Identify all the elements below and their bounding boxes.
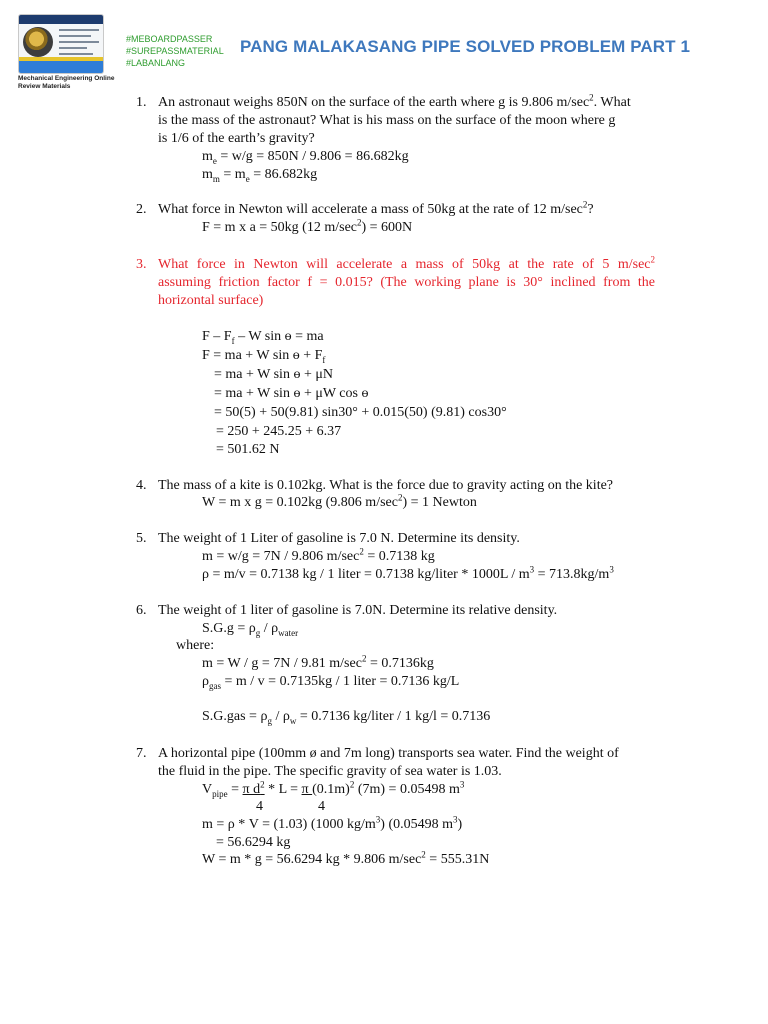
solution-line: F – $F_f$ – W sin ɵ = ma (202, 329, 324, 346)
problem-number: 5. (136, 531, 147, 546)
solution-line: F = ma + W sin ɵ + $F_f$ (202, 348, 326, 365)
problem-text: An astronaut weighs 850N on the surface of the earth where g is 9.806 $m/\sec^2$. What (158, 92, 631, 110)
problem-text: A horizontal pipe (100mm ø and 7m long) transports sea water. Find the weight of (158, 746, 619, 761)
solution-line: = 501.62 N (216, 442, 280, 457)
solution-line: = 56.6294 kg (216, 835, 291, 850)
solution-line: $S.G.gas = \rho_g / \rho_w = 0.7136$ kg/liter / 1 kg/l = 0.7136 (202, 709, 491, 726)
solution-line: = 50(5) + 50(9.81) sin30° + 0.015(50) (9.81) cos30° (214, 405, 507, 420)
solution-line: m = w/g = 7N / 9.806 $m/\sec^2 = 0.7138$ kg (202, 546, 435, 564)
problem-text: is 1/6 of the earth’s gravity? (158, 131, 315, 146)
hashtag: #MEBOARDPASSER (126, 34, 213, 44)
solution-line: $m_e = w/g = 850N / 9.806 = 86.682kg$ (202, 149, 409, 166)
solution-line: = 250 + 245.25 + 6.37 (216, 424, 342, 439)
page-title: PANG MALAKASANG PIPE SOLVED PROBLEM PART 1 (240, 37, 691, 56)
solution-line: $V_{pipe} = \pi$ $d^2 * L = \pi$ $(0.1m)^2$ (7m) = 0.05498 $m^3$ (202, 779, 465, 799)
solution-line: = ma + W sin ɵ + μN (214, 367, 333, 382)
problem-number: 2. (136, 202, 147, 217)
problem-text: The weight of 1 Liter of gasoline is 7.0 N. Determine its density. (158, 531, 520, 546)
fraction-denominator: 4 (318, 799, 325, 814)
problem-number: 7. (136, 746, 147, 761)
problem-number: 4. (136, 478, 147, 493)
logo-caption: Mechanical Engineering Online Review Materials (18, 75, 115, 90)
solution-line: where: (176, 638, 215, 653)
problem-text: The mass of a kite is 0.102kg. What is the force due to gravity acting on the kite? (158, 478, 614, 493)
solution-line: $\rho_{gas} = m / v = 0.7135kg / 1$ liter = 0.7136 kg/L (202, 674, 460, 691)
problem-number: 1. (136, 95, 147, 110)
solution-line: W = m x g = 0.102kg (9.806 $m/\sec^2) = 1$ Newton (202, 492, 477, 510)
problem-text: assuming friction factor f = 0.015? (The working plane is 30° inclined from the (158, 275, 655, 290)
problem-text: the fluid in the pipe. The specific gravity of sea water is 1.03. (158, 764, 502, 779)
solution-line: $S.G.g = \rho_g / \rho_{water}$ (202, 621, 299, 638)
problem-text: horizontal surface) (158, 293, 264, 308)
solution-line: = ma + W sin ɵ + μW cos ɵ (214, 386, 369, 401)
problem-text: What force in Newton will accelerate a mass of 50kg at the rate of 12 $m/\sec^2$? (158, 199, 594, 217)
hashtag: #LABANLANG (126, 58, 186, 68)
solution-line: W = m * g = 56.6294 kg * 9.806 $m/\sec^2 = 555.31N$ (202, 849, 490, 867)
problem-text: is the mass of the astronaut? What is his mass on the surface of the moon where g (158, 113, 616, 128)
solution-line: F = m x a = 50kg (12 $m/\sec^2) = 600N$ (202, 217, 413, 235)
problem-number: 3. (136, 257, 147, 272)
hashtag: #SUREPASSMATERIAL (126, 46, 224, 56)
solution-line: ρ = m/v = 0.7138 kg / 1 liter = 0.7138 kg/liter * $1000L / m^3 = 713.8kg/m^3$ (202, 564, 614, 582)
solution-line: m = W / g = 7N / 9.81 $m/\sec^2 = 0.7136kg$ (202, 653, 434, 671)
fraction-denominator: 4 (256, 799, 263, 814)
problem-number: 6. (136, 603, 147, 618)
solution-line: $m_m = m_e = 86.682kg$ (202, 167, 318, 184)
problem-text: What force in Newton will accelerate a mass of 50kg at the rate of 5 $m/\sec^2$ (158, 254, 655, 272)
problem-text: The weight of 1 liter of gasoline is 7.0N. Determine its relative density. (158, 603, 558, 618)
solution-line: m = ρ * V = (1.03) (1000 $kg/m^3$) (0.05498 $m^3$) (202, 814, 463, 832)
